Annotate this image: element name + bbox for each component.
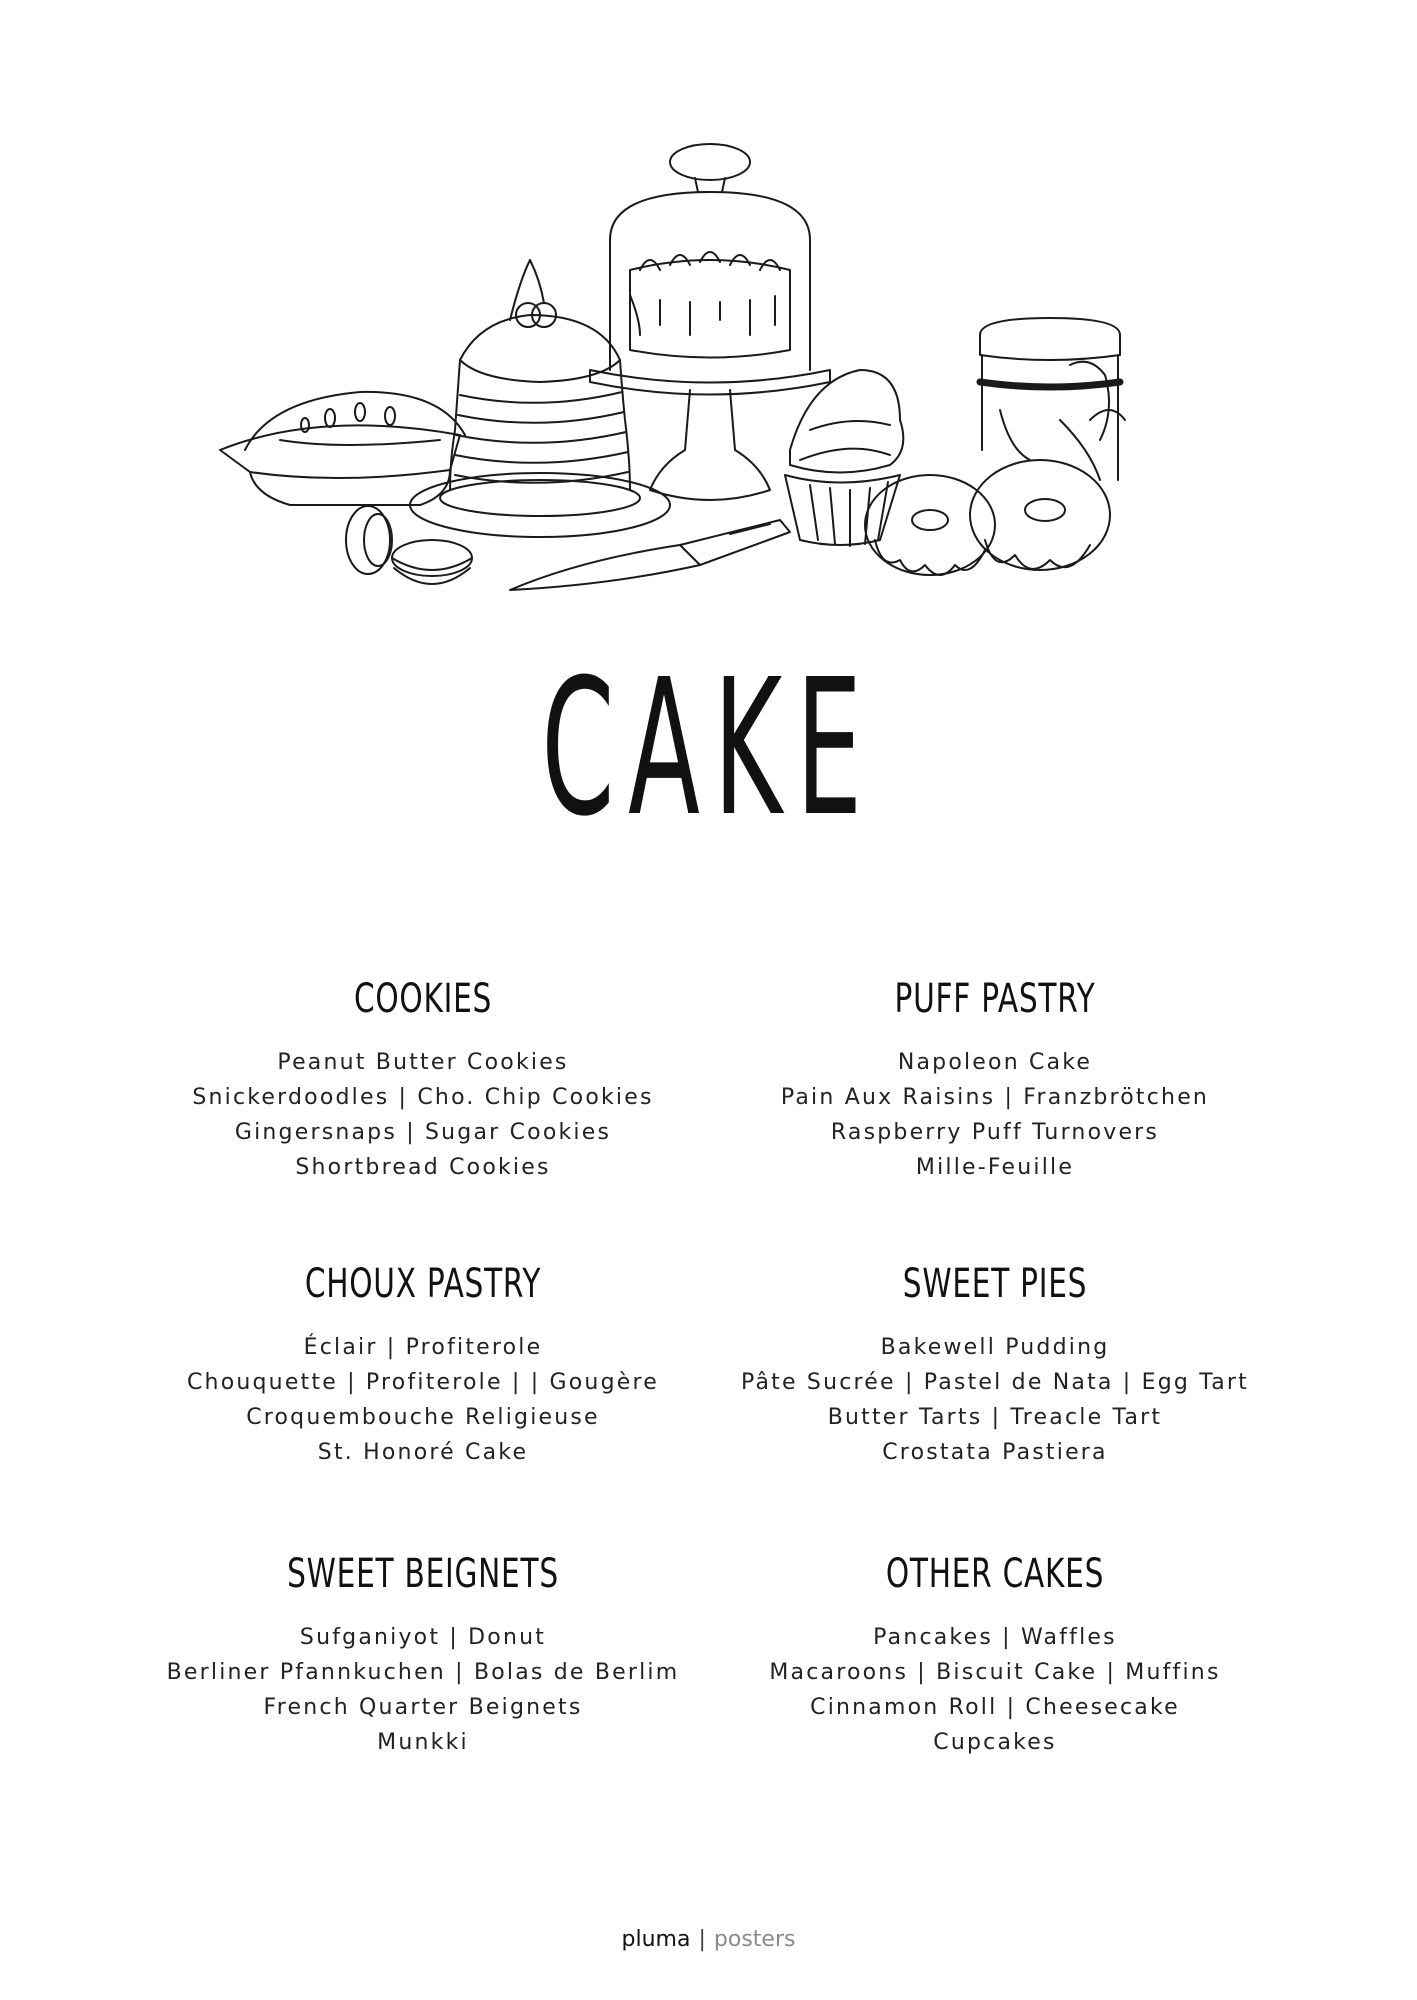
section-heading: CHOUX PASTRY — [304, 1261, 542, 1307]
section-sweet-beignets — [103, 1550, 743, 1760]
list-item: Raspberry Puff Turnovers — [830, 1120, 1160, 1145]
cake-dome-drawing — [590, 144, 830, 500]
list-item: Cinnamon Roll | Cheesecake — [810, 1695, 1180, 1720]
list-item: Sufganiyot | Donut — [299, 1625, 547, 1650]
brand-subtitle: posters — [713, 1927, 796, 1952]
list-item: Gingersnaps | Sugar Cookies — [234, 1120, 612, 1145]
section-heading: PUFF PASTRY — [894, 976, 1096, 1022]
list-item: St. Honoré Cake — [317, 1440, 529, 1465]
list-item: Snickerdoodles | Cho. Chip Cookies — [192, 1085, 654, 1110]
section-heading: SWEET BEIGNETS — [287, 1551, 559, 1597]
list-item: Munkki — [377, 1730, 469, 1755]
section-heading: COOKIES — [353, 976, 493, 1022]
desserts-illustration — [210, 120, 1210, 620]
section-heading: OTHER CAKES — [885, 1551, 1105, 1597]
item-list — [675, 1045, 1315, 1185]
list-item: Bakewell Pudding — [880, 1335, 1110, 1360]
item-list — [675, 1620, 1315, 1760]
cupcake-drawing — [785, 370, 903, 546]
list-item: Pancakes | Waffles — [873, 1625, 1117, 1650]
section-sweet-pies — [675, 1260, 1315, 1470]
item-list — [103, 1330, 743, 1470]
list-item: French Quarter Beignets — [263, 1695, 583, 1720]
jar-drawing — [980, 318, 1125, 480]
list-item: Macaroons | Biscuit Cake | Muffins — [769, 1660, 1221, 1685]
footer-credit — [0, 1925, 1417, 1955]
item-list — [675, 1330, 1315, 1470]
donut-drawing — [865, 460, 1110, 575]
list-item: Pain Aux Raisins | Franzbrötchen — [780, 1085, 1210, 1110]
brand-name: pluma — [621, 1927, 691, 1952]
list-item: Napoleon Cake — [897, 1050, 1093, 1075]
section-puff-pastry — [675, 975, 1315, 1185]
item-list — [103, 1620, 743, 1760]
list-item: Cupcakes — [933, 1730, 1057, 1755]
section-cookies — [103, 975, 743, 1185]
list-item: Shortbread Cookies — [295, 1155, 551, 1180]
list-item: Pâte Sucrée | Pastel de Nata | Egg Tart — [741, 1370, 1249, 1395]
item-list — [103, 1045, 743, 1185]
list-item: Croquembouche Religieuse — [246, 1405, 600, 1430]
list-item: Peanut Butter Cookies — [277, 1050, 569, 1075]
list-item: Éclair | Profiterole — [303, 1335, 543, 1360]
list-item: Chouquette | Profiterole | | Gougère — [187, 1370, 659, 1395]
list-item: Butter Tarts | Treacle Tart — [827, 1405, 1163, 1430]
section-choux-pastry — [103, 1260, 743, 1470]
list-item: Berliner Pfannkuchen | Bolas de Berlim — [166, 1660, 680, 1685]
section-other-cakes — [675, 1550, 1315, 1760]
poster-title: CAKE — [541, 639, 876, 858]
list-item: Crostata Pastiera — [882, 1440, 1108, 1465]
macaron-drawing — [346, 506, 472, 584]
section-heading: SWEET PIES — [902, 1261, 1088, 1307]
knife-drawing — [510, 520, 790, 590]
list-item: Mille-Feuille — [915, 1155, 1075, 1180]
footer-separator: | — [698, 1927, 706, 1952]
